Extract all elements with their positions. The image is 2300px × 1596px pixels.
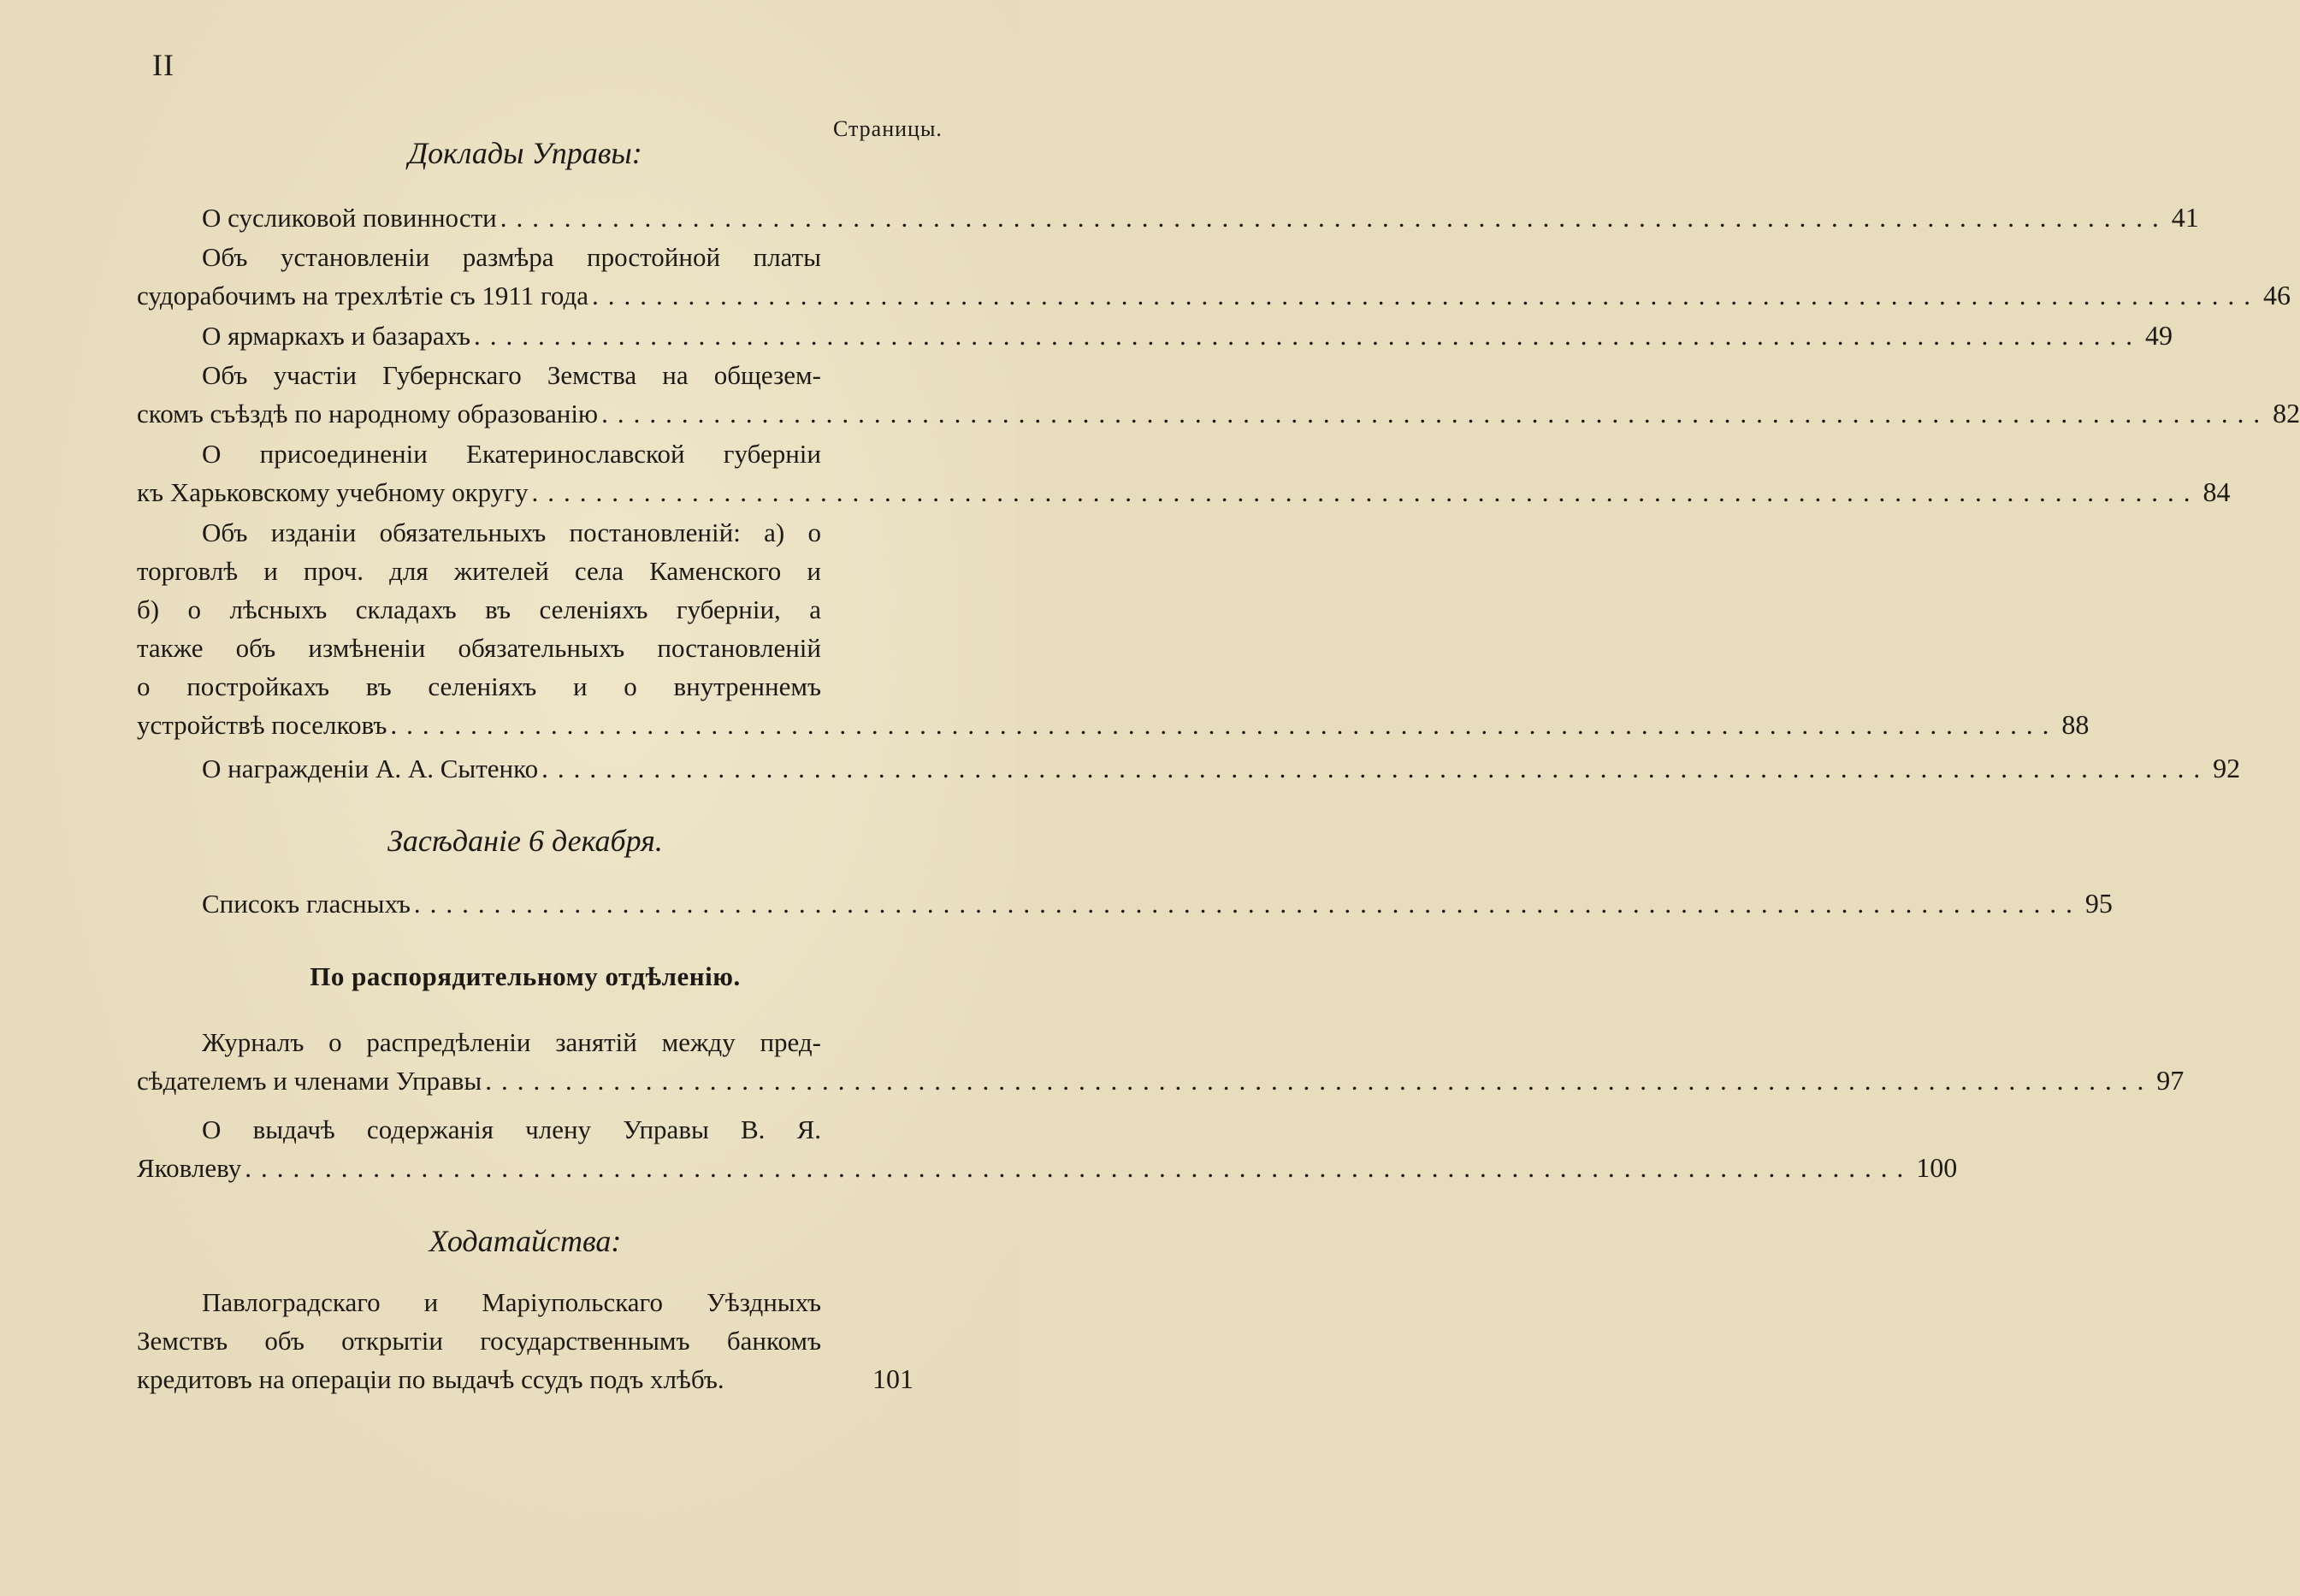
dot-leader: ........................................................................................................: [541, 754, 2210, 783]
dot-leader: ........................................................................................................: [390, 710, 2059, 740]
entry-page-number: 95: [2084, 888, 2113, 919]
entry-page-number: 97: [2156, 1065, 2185, 1096]
entry-text: скомъ съѣздѣ по народному образованiю: [137, 399, 599, 429]
pages-column-header: Страницы.: [833, 116, 943, 141]
entry-text: б) о лѣсныхъ складахъ въ селенiяхъ губернiи, а: [137, 594, 821, 624]
page-number: II: [152, 48, 174, 82]
toc-entry: [137, 1023, 2185, 1100]
entry-text: о постройкахъ въ селенiяхъ и о внутреннемъ: [137, 671, 821, 701]
toc-entry: [137, 434, 2231, 511]
entry-text: О награжденiи А. А. Сытенко: [202, 754, 539, 783]
entry-text: Объ установленiи размѣра простойной платы: [202, 242, 821, 272]
section-title: Доклады Управы:: [408, 136, 642, 170]
entry-text: Объ участiи Губернскаго Земства на общезем-: [202, 360, 821, 390]
section-title: По распорядительному отдѣленiю.: [310, 961, 741, 991]
toc-entry: [137, 884, 2113, 923]
section-title: Ходатайства:: [429, 1224, 622, 1258]
toc-entry: [137, 1110, 1958, 1187]
entry-text: Павлоградскаго и Марiупольскаго Уѣздныхъ: [202, 1287, 821, 1317]
toc-entry: [137, 513, 2090, 744]
dot-leader: ........................................................................................................: [485, 1066, 2154, 1096]
entry-text: Журналъ о распредѣленiи занятiй между пред-: [202, 1027, 821, 1057]
entry-text: къ Харьковскому учебному округу: [137, 477, 529, 507]
dot-leader: ........................................................................................................: [500, 203, 2168, 233]
entry-text: сѣдателемъ и членами Управы: [137, 1066, 482, 1096]
entry-page-number: 46: [2263, 280, 2291, 310]
entry-text: торговлѣ и проч. для жителей села Каменского и: [137, 556, 821, 586]
entry-page-number: 84: [2202, 476, 2231, 507]
entry-page-number: 100: [1916, 1152, 1958, 1183]
toc-entry: [137, 198, 2199, 237]
section-title: Засѣданiе 6 декабря.: [387, 824, 663, 858]
entry-text: Земствъ объ открытiи государственнымъ банкомъ: [137, 1326, 821, 1356]
dot-leader: ........................................................................................................: [601, 399, 2270, 429]
entry-text: устройствѣ поселковъ: [137, 710, 387, 740]
toc-entry: [137, 316, 2173, 355]
dot-leader: ........................................................................................................: [474, 321, 2143, 351]
entry-text: О выдачѣ содержанiя члену Управы В. Я.: [202, 1114, 821, 1144]
entry-text: О присоединенiи Екатеринославской губернiи: [202, 439, 821, 469]
entry-page-number: 92: [2213, 753, 2241, 783]
entry-text: Яковлеву: [137, 1153, 242, 1183]
entry-text: Объ изданiи обязательныхъ постановленiй: а) о: [202, 517, 821, 547]
dot-leader: ........................................................................................................: [531, 477, 2200, 507]
entry-text: также объ измѣненiи обязательныхъ постановленiй: [137, 633, 821, 663]
dot-leader: ........................................................................................................: [245, 1153, 1913, 1183]
entry-text: кредитовъ на операцiи по выдачѣ ссудъ подъ хлѣбъ.: [137, 1364, 724, 1394]
entry-page-number: 49: [2145, 320, 2173, 351]
entry-text: О ярмаркахъ и базарахъ: [202, 321, 471, 351]
toc-entry: [137, 238, 2291, 315]
entry-page-number: 88: [2061, 709, 2090, 740]
dot-leader: ........................................................................................................: [413, 889, 2082, 919]
toc-entry: [137, 749, 2241, 788]
toc-entry: [137, 356, 2300, 433]
entry-page-number: 101: [872, 1363, 913, 1394]
entry-page-number: 82: [2273, 398, 2300, 429]
toc-entry: [137, 1283, 913, 1398]
entry-text: судорабочимъ на трехлѣтiе съ 1911 года: [137, 281, 589, 310]
entry-page-number: 41: [2171, 202, 2199, 233]
entry-text: О сусликовой повинности: [202, 203, 497, 233]
entry-text: Списокъ гласныхъ: [202, 889, 411, 919]
dot-leader: ........................................................................................................: [592, 281, 2261, 310]
